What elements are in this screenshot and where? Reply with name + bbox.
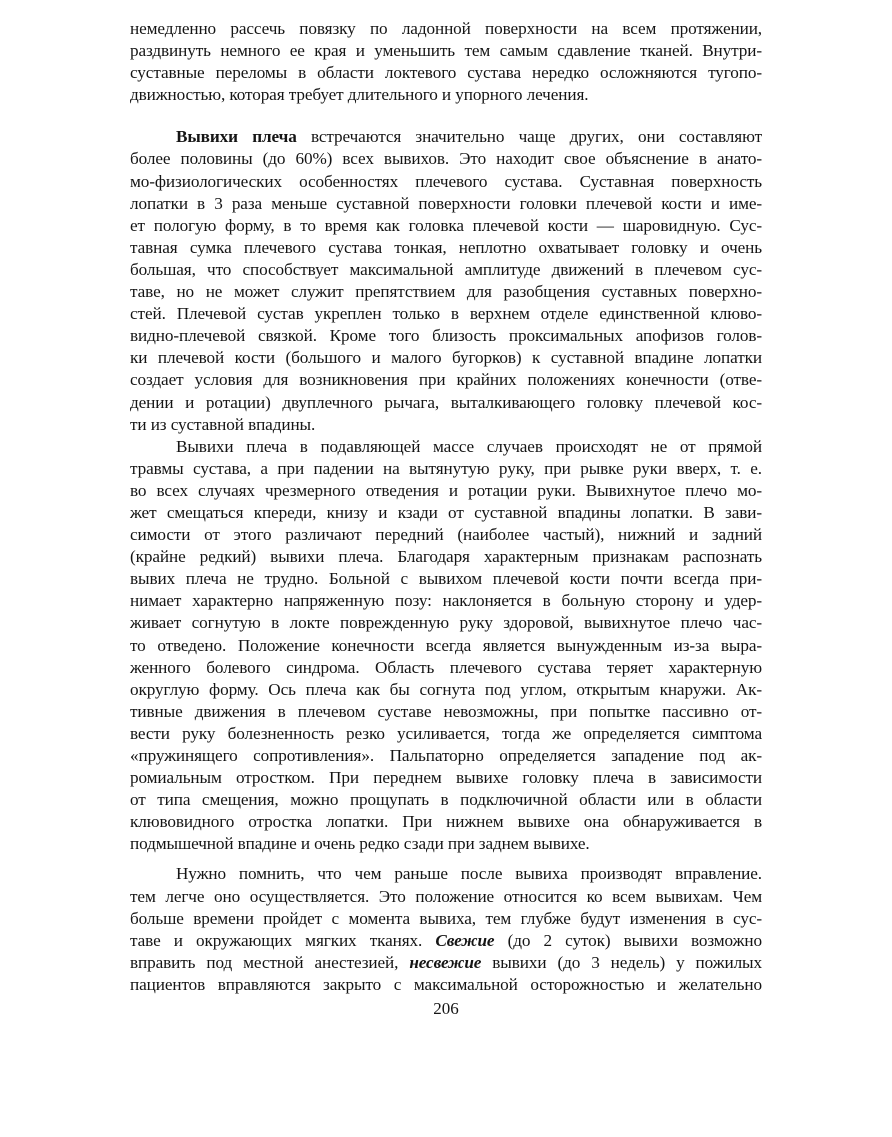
text-line: ет пологую форму, в то время как головка плечевой кости — шаровидную. Сус- (130, 215, 762, 235)
text-line: от типа смещения, можно прощупать в подключичной области или в области (130, 790, 762, 810)
text-line (130, 126, 762, 148)
text-fragment: встречаются значительно чаще других, они составляют (296, 127, 763, 147)
text-line: живает согнутую в локте поврежденную руку здоровой, вывихнутое плечо час- (130, 613, 762, 633)
text-line: ки плечевой кости (большого и малого бугорков) к суставной впадине лопатки (130, 348, 762, 368)
text-line: стей. Плечевой сустав укреплен только в верхнем отделе единственной клюво- (130, 304, 762, 324)
text-line: клювовидного отростка лопатки. При нижнем вывихе она обнаруживается в (130, 812, 762, 832)
text-line: женного болевого синдрома. Область плечевого сустава теряет характерную (130, 657, 762, 677)
paragraph-2 (130, 126, 762, 435)
text-line: лопатки в 3 раза меньше суставной поверхности головки плечевой кости и име- (130, 193, 762, 213)
text-line: раздвинуть немного ее края и уменьшить тем самым сдавление тканей. Внутри- (130, 41, 762, 61)
text-line: округлую форму. Ось плеча как бы согнута под углом, открытым кнаружи. Ак- (130, 679, 762, 699)
text-line: большая, что способствует максимальной амплитуде движений в плечевом сус- (130, 259, 762, 279)
text-line: нимает характерно напряженную позу: наклоняется в больную сторону и удер- (130, 591, 762, 611)
text-line: более половины (до 60%) всех вывихов. Это находит свое объяснение в анато- (130, 149, 762, 169)
text-line: немедленно рассечь повязку по ладонной поверхности на всем протяжении, (130, 19, 762, 38)
text-line: пациентов вправляются закрыто с максимальной осторожностью и желательно (130, 974, 762, 994)
text-line: (крайне редкий) вывихи плеча. Благодаря характерным признакам распознать (130, 547, 762, 567)
text-line: Вывихи плеча в подавляющей массе случаев происходят не от прямой (176, 436, 762, 456)
text-line: подмышечной впадине и очень редко сзади при заднем вывихе. (130, 834, 590, 854)
text-line: таве, но не может служит препятствием для разобщения суставных поверхно- (130, 282, 762, 302)
text-line: вести руку болезненность резко усиливается, тогда же определяется симптома (130, 723, 762, 743)
text-line: во всех случаях чрезмерного отведения и ротации руки. Вывихнутое плечо мо- (130, 480, 762, 500)
text-line: «пружинящего сопротивления». Пальпаторно определяется западение под ак- (130, 746, 762, 765)
text-line: дении и ротации) двуплечного рычага, выталкивающего головку плечевой кос- (130, 392, 762, 412)
page-body (130, 18, 762, 996)
text-line (130, 952, 762, 974)
text-line: ромиальным отростком. При переднем вывихе головку плеча в зависимости (130, 768, 762, 788)
text-line: вывих плеча не трудно. Больной с вывихом плечевой кости почти всегда при- (130, 569, 762, 589)
section-heading: Вывихи плеча (176, 127, 297, 147)
text-line: больше времени пройдет с момента вывиха, тем глубже будут изменения в сус- (130, 908, 762, 928)
text-line: суставные переломы в области локтевого сустава нередко осложняются тугопо- (130, 63, 762, 83)
text-fragment: вывихи (до 3 недель) у пожилых (481, 952, 762, 972)
text-line: жет смещаться кпереди, книзу и кзади от суставной впадины лопатки. В зави- (130, 502, 762, 522)
text-fragment: вправить под местной анестезией, (130, 952, 410, 972)
text-line: создает условия для возникновения при крайних положениях конечности (отве- (130, 370, 762, 390)
text-fragment: таве и окружающих мягких тканях. (130, 930, 436, 950)
text-line: видно-плечевой связкой. Кроме того близость проксимальных апофизов голов- (130, 326, 762, 346)
text-line (130, 930, 762, 952)
emphasis-term: несвежие (409, 952, 482, 972)
text-fragment: (до 2 суток) вывихи возможно (494, 930, 762, 950)
text-line: мо-физиологических особенностях плечевого сустава. Суставная поверхность (130, 171, 762, 191)
paragraph-1 (130, 18, 762, 106)
text-line: движностью, которая требует длительного и упорного лечения. (130, 85, 589, 105)
text-line: травмы сустава, а при падении на вытянутую руку, при рывке руки вверх, т. е. (130, 458, 762, 478)
text-line: ти из суставной впадины. (130, 414, 316, 434)
page-number: 206 (433, 999, 459, 1018)
text-line: симости от этого различают передний (наиболее частый), нижний и задний (130, 525, 762, 545)
emphasis-term: Свежие (435, 930, 495, 950)
paragraph-gap (130, 106, 762, 126)
paragraph-3 (130, 436, 762, 856)
paragraph-4 (130, 863, 762, 996)
text-line: то отведено. Положение конечности всегда является вынужденным из-за выра- (130, 635, 762, 655)
paragraph-gap (130, 855, 762, 863)
text-line: тавная сумка плечевого сустава тонкая, неплотно охватывает головку и очень (130, 237, 762, 257)
text-line: тивные движения в плечевом суставе невозможны, при попытке пассивно от- (130, 701, 762, 721)
text-line: тем легче оно осуществляется. Это положение относится ко всем вывихам. Чем (130, 886, 762, 906)
text-line: Нужно помнить, что чем раньше после вывиха производят вправление. (176, 864, 762, 884)
